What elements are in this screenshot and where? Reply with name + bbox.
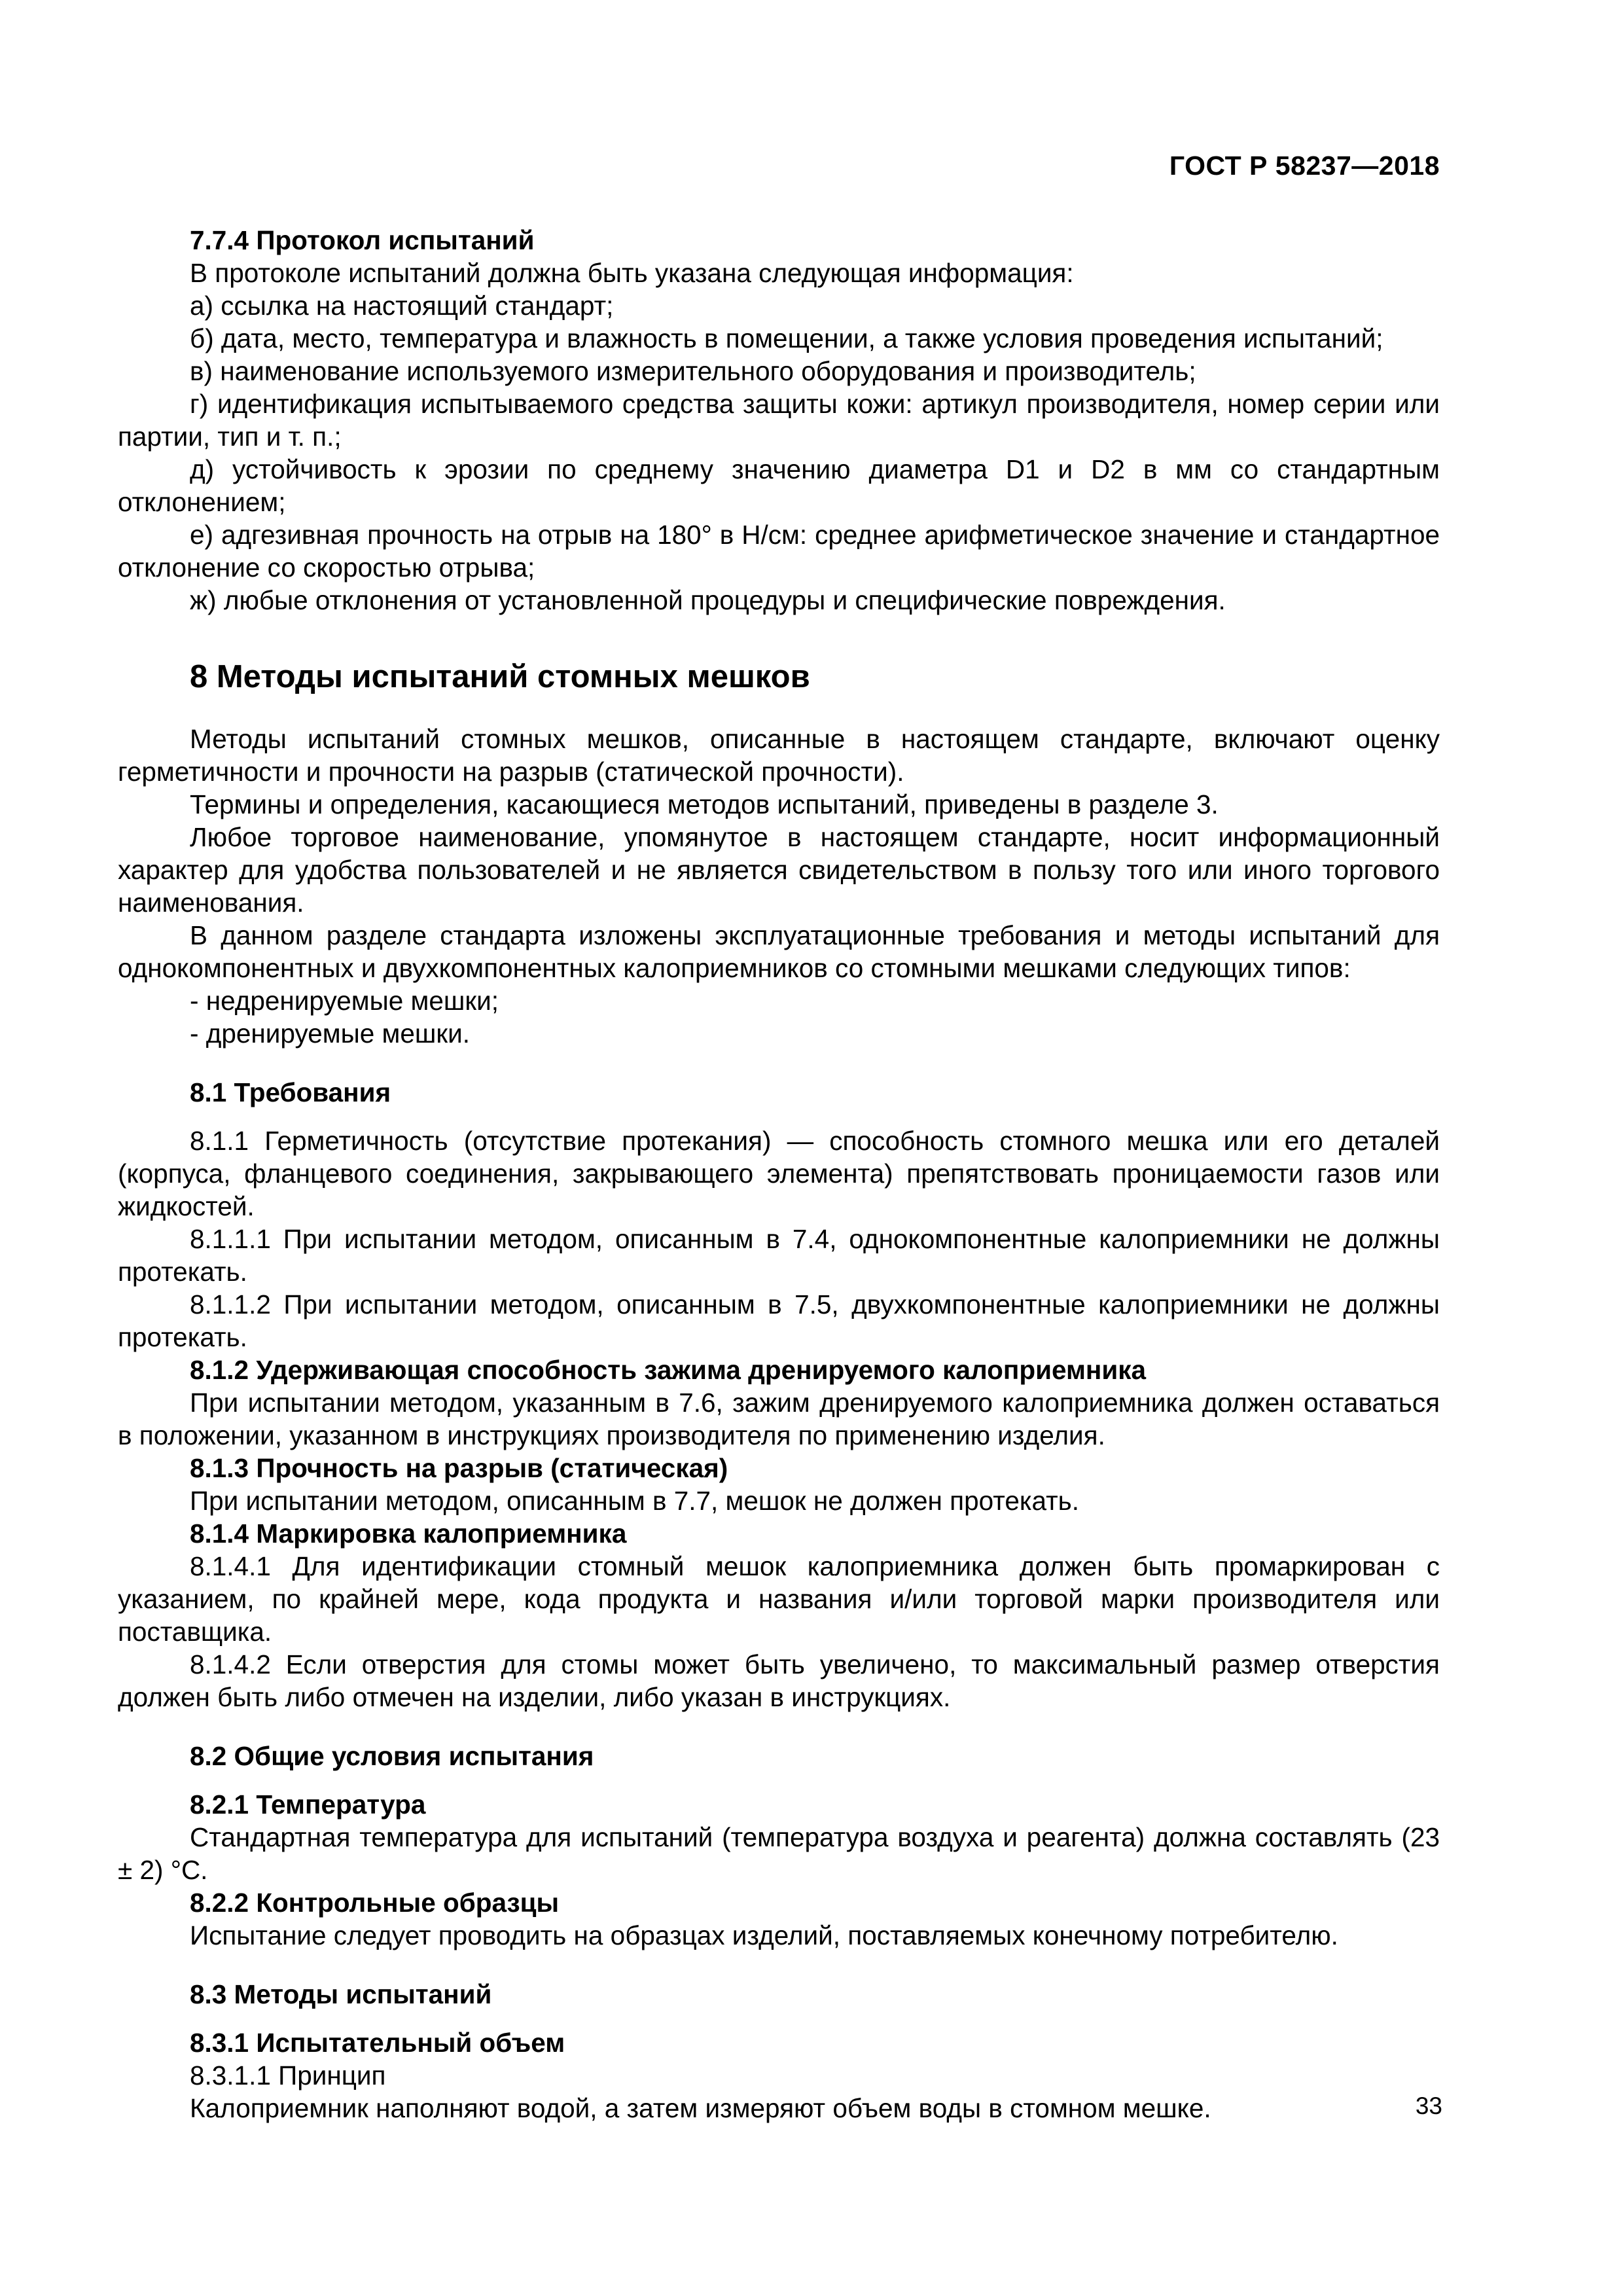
paragraph: В протоколе испытаний должна быть указана следующая информация: xyxy=(190,258,1074,288)
section-8-2-1-heading: 8.2.1 Температура xyxy=(190,1789,426,1820)
paragraph: В данном разделе стандарта изложены эксплуатационные требования и методы испытаний для однокомпонентных и двухкомпонентных калоприемников со стомными мешками следующих типов: xyxy=(118,920,1440,983)
paragraph: Методы испытаний стомных мешков, описанные в настоящем стандарте, включают оценку герметичности и прочности на разрыв (статической прочности). xyxy=(118,724,1440,787)
paragraph: При испытании методом, описанным в 7.7, мешок не должен протекать. xyxy=(190,1486,1080,1516)
list-item: д) устойчивость к эрозии по среднему значению диаметра D1 и D2 в мм со стандартным отклонением; xyxy=(118,454,1440,517)
section-8-1-4-heading: 8.1.4 Маркировка калоприемника xyxy=(190,1518,627,1549)
section-8-heading: 8 Методы испытаний стомных мешков xyxy=(190,659,810,694)
list-item: е) адгезивная прочность на отрыв на 180° в Н/см: среднее арифметическое значение и стандартное отклонение со скоростью отрыва; xyxy=(118,520,1440,583)
list-item: - дренируемые мешки. xyxy=(190,1018,470,1049)
list-item: - недренируемые мешки; xyxy=(190,986,499,1016)
paragraph: 8.1.1.1 При испытании методом, описанным в 7.4, однокомпонентные калоприемники не должны протекать. xyxy=(118,1224,1440,1287)
list-item: ж) любые отклонения от установленной процедуры и специфические повреждения. xyxy=(190,585,1226,615)
document-code: ГОСТ Р 58237—2018 xyxy=(1169,151,1440,181)
paragraph: Калоприемник наполняют водой, а затем измеряют объем воды в стомном мешке. xyxy=(190,2093,1211,2123)
section-8-3-heading: 8.3 Методы испытаний xyxy=(190,1979,492,2009)
paragraph: 8.1.4.2 Если отверстия для стомы может быть увеличено, то максимальный размер отверстия должен быть либо отмечен на изделии, либо указан в инструкциях. xyxy=(118,1649,1440,1712)
section-8-1-heading: 8.1 Требования xyxy=(190,1077,391,1107)
section-8-1-3-heading: 8.1.3 Прочность на разрыв (статическая) xyxy=(190,1453,728,1483)
paragraph: 8.1.4.1 Для идентификации стомный мешок калоприемника должен быть промаркирован с указанием, по крайней мере, кода продукта и названия и/или торговой марки производителя или поставщика. xyxy=(118,1551,1440,1647)
list-item: б) дата, место, температура и влажность в помещении, а также условия проведения испытаний; xyxy=(190,323,1383,353)
paragraph: 8.1.1 Герметичность (отсутствие протекания) — способность стомного мешка или его деталей (корпуса, фланцевого соединения, закрывающего элемента) препятствовать проницаемости газов или жидкостей. xyxy=(118,1126,1440,1221)
paragraph: При испытании методом, указанным в 7.6, зажим дренируемого калоприемника должен оставаться в положении, указанном в инструкциях производителя по применению изделия. xyxy=(118,1388,1440,1450)
list-item: г) идентификация испытываемого средства защиты кожи: артикул производителя, номер серии или партии, тип и т. п.; xyxy=(118,389,1440,452)
paragraph: Любое торговое наименование, упомянутое в настоящем стандарте, носит информационный характер для удобства пользователей и не является свидетельством в пользу того или иного торгового наименования. xyxy=(118,822,1440,918)
document-body xyxy=(118,224,1440,2125)
paragraph: Термины и определения, касающиеся методов испытаний, приведены в разделе 3. xyxy=(190,789,1219,819)
section-8-1-2-heading: 8.1.2 Удерживающая способность зажима дренируемого калоприемника xyxy=(190,1355,1147,1385)
section-8-2-heading: 8.2 Общие условия испытания xyxy=(190,1741,594,1771)
list-item: в) наименование используемого измерительного оборудования и производитель; xyxy=(190,356,1196,386)
page-number: 33 xyxy=(1415,2092,1442,2119)
list-item: а) ссылка на настоящий стандарт; xyxy=(190,291,614,321)
paragraph: 8.3.1.1 Принцип xyxy=(190,2060,386,2090)
paragraph: Испытание следует проводить на образцах изделий, поставляемых конечному потребителю. xyxy=(190,1920,1338,1950)
paragraph: 8.1.1.2 При испытании методом, описанным в 7.5, двухкомпонентные калоприемники не должны протекать. xyxy=(118,1289,1440,1352)
paragraph: Стандартная температура для испытаний (температура воздуха и реагента) должна составлять (23 ± 2) °С. xyxy=(118,1822,1440,1885)
section-8-2-2-heading: 8.2.2 Контрольные образцы xyxy=(190,1888,560,1918)
section-8-3-1-heading: 8.3.1 Испытательный объем xyxy=(190,2028,565,2058)
section-7-7-4-heading: 7.7.4 Протокол испытаний xyxy=(190,225,535,255)
